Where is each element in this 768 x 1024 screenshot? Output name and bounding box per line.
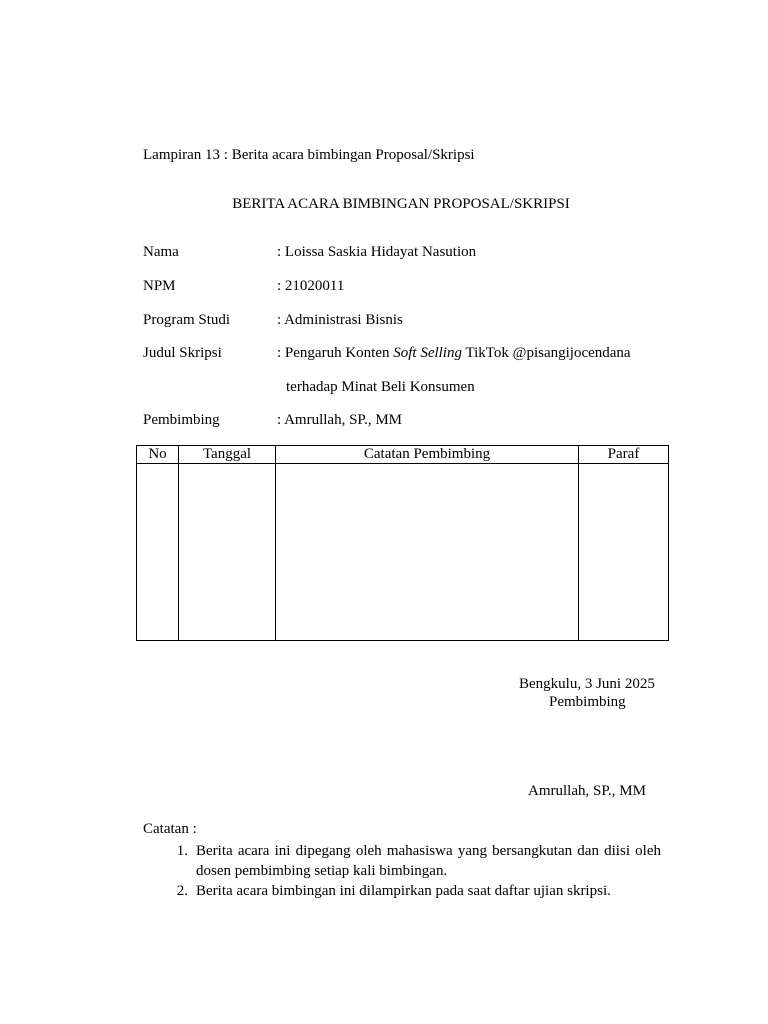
nama-value: : Loissa Saskia Hidayat Nasution <box>277 244 477 260</box>
signature-name: Amrullah, SP., MM <box>528 783 646 799</box>
note-number: 2. <box>176 883 188 899</box>
note-number: 1. <box>176 843 188 859</box>
judul-line-2: terhadap Minat Beli Konsumen <box>286 379 475 395</box>
pembimbing-value: : Amrullah, SP., MM <box>277 412 403 428</box>
cell-no <box>137 464 179 641</box>
note-item <box>143 881 661 901</box>
cell-paraf <box>579 464 669 641</box>
bimbingan-table <box>136 445 669 641</box>
document-title: BERITA ACARA BIMBINGAN PROPOSAL/SKRIPSI <box>232 196 570 212</box>
header-no: No <box>137 446 179 464</box>
notes-title: Catatan : <box>143 821 197 837</box>
npm-label: NPM <box>143 278 176 294</box>
prodi-value: : Administrasi Bisnis <box>277 312 403 328</box>
note-text <box>188 841 661 881</box>
note-item <box>143 841 661 881</box>
prodi-label: Program Studi <box>143 312 231 328</box>
cell-catatan <box>276 464 579 641</box>
pembimbing-label: Pembimbing <box>143 412 220 428</box>
note-text: Berita acara bimbingan ini dilampirkan pada saat daftar ujian skripsi. <box>196 883 611 899</box>
table-header-row <box>137 446 669 464</box>
signature-city-date: Bengkulu, 3 Juni 2025 <box>519 676 655 692</box>
npm-value: : 21020011 <box>277 278 345 294</box>
note-text-line-2: dosen pembimbing setiap kali bimbingan. <box>196 863 448 879</box>
judul-prefix: : Pengaruh Konten <box>277 345 394 361</box>
header-paraf: Paraf <box>579 446 669 464</box>
header-catatan: Catatan Pembimbing <box>276 446 579 464</box>
judul-italic: Soft Selling <box>393 345 462 361</box>
judul-value <box>277 344 631 362</box>
judul-label: Judul Skripsi <box>143 345 222 361</box>
appendix-label: Lampiran 13 : Berita acara bimbingan Proposal/Skripsi <box>143 147 475 163</box>
header-tanggal: Tanggal <box>179 446 276 464</box>
table-row <box>137 464 669 641</box>
note-text-line-1: Berita acara ini dipegang oleh mahasiswa yang bersangkutan dan diisi oleh <box>196 843 661 859</box>
judul-suffix: TikTok @pisangijocendana <box>461 345 631 361</box>
signature-role: Pembimbing <box>549 694 626 710</box>
cell-tanggal <box>179 464 276 641</box>
nama-label: Nama <box>143 244 179 260</box>
